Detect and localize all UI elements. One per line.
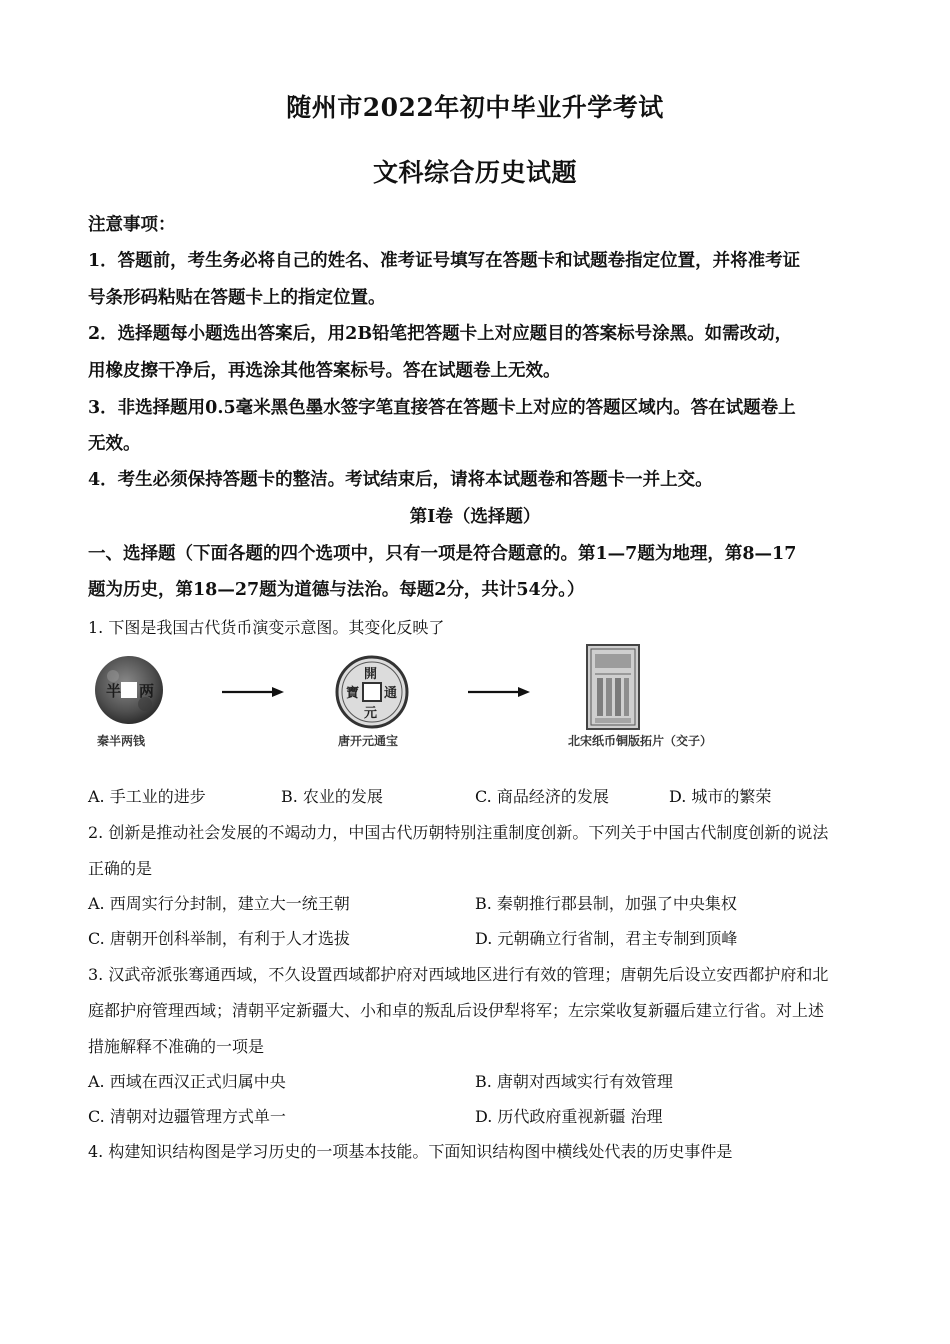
arrow-icon xyxy=(468,684,530,698)
exam-subtitle: 文科综合历史试题 xyxy=(372,158,577,187)
q3-stem-line-2: 庭都护府管理西域；清朝平定新疆大、小和卓的叛乱后设伊犁将军；左宗棠收复新疆后建立行省。对上述 xyxy=(88,1001,825,1020)
q1-option-b[interactable]: B. 农业的发展 xyxy=(281,787,383,806)
qin-banliang-caption: 秦半两钱 xyxy=(97,734,146,748)
q3-option-c[interactable]: C. 清朝对边疆管理方式单一 xyxy=(88,1107,286,1126)
q2-stem-line-2: 正确的是 xyxy=(88,859,153,878)
tang-kaiyuan-coin-image xyxy=(334,654,410,730)
q3-option-d[interactable]: D. 历代政府重视新疆 治理 xyxy=(475,1107,663,1126)
q3-option-b[interactable]: B. 唐朝对西域实行有效管理 xyxy=(475,1072,673,1091)
q1-stem: 1. 下图是我国古代货币演变示意图。其变化反映了 xyxy=(88,618,445,637)
q3-stem-line-1: 3. 汉武帝派张骞通西域，不久设置西域都护府对西域地区进行有效的管理；唐朝先后设立安西都护府和北 xyxy=(88,965,829,984)
notice-item-2-line-1: 2．选择题每小题选出答案后，用2B铅笔把答题卡上对应题目的答案标号涂黑。如需改动， xyxy=(88,324,793,344)
coin1-char-left: 半 xyxy=(106,682,122,700)
q3-stem-line-3: 措施解释不准确的一项是 xyxy=(88,1037,265,1056)
q1-option-a[interactable]: A. 手工业的进步 xyxy=(88,787,206,806)
q4-stem: 4. 构建知识结构图是学习历史的一项基本技能。下面知识结构图中横线处代表的历史事件是 xyxy=(88,1142,733,1161)
notice-item-3-line-1: 3．非选择题用0.5毫米黑色墨水签字笔直接答在答题卡上对应的答题区域内。答在试题卷上 xyxy=(88,398,796,418)
section-intro-line-1: 一、选择题（下面各题的四个选项中，只有一项是符合题意的。第1—7题为地理，第8—17 xyxy=(88,544,797,564)
coin1-char-right: 两 xyxy=(139,682,155,700)
qin-banliang-coin-image xyxy=(93,654,165,726)
q1-option-d[interactable]: D. 城市的繁荣 xyxy=(669,787,772,806)
coin2-char-bottom: 元 xyxy=(364,706,378,721)
q2-option-b[interactable]: B. 秦朝推行郡县制，加强了中央集权 xyxy=(475,894,737,913)
coin2-char-right: 通 xyxy=(384,686,398,701)
notice-item-3-line-2: 无效。 xyxy=(88,434,141,454)
q2-option-c[interactable]: C. 唐朝开创科举制，有利于人才选拔 xyxy=(88,929,350,948)
q2-option-d[interactable]: D. 元朝确立行省制，君主专制到顶峰 xyxy=(475,929,738,948)
notice-heading: 注意事项： xyxy=(88,215,176,235)
volume-heading: 第I卷（选择题） xyxy=(409,507,541,527)
coin2-char-left: 寶 xyxy=(346,686,360,701)
coin2-char-top: 開 xyxy=(364,667,378,682)
arrow-icon xyxy=(222,684,284,698)
jiaozi-note-caption: 北宋纸币铜版拓片（交子） xyxy=(568,734,713,748)
q1-option-c[interactable]: C. 商品经济的发展 xyxy=(475,787,609,806)
exam-title: 随州市2022年初中毕业升学考试 xyxy=(286,93,664,122)
q2-option-a[interactable]: A. 西周实行分封制，建立大一统王朝 xyxy=(88,894,350,913)
tang-kaiyuan-caption: 唐开元通宝 xyxy=(338,734,399,748)
notice-item-1-line-1: 1．答题前，考生务必将自己的姓名、准考证号填写在答题卡和试题卷指定位置，并将准考证 xyxy=(88,251,801,271)
section-intro-line-2: 题为历史，第18—27题为道德与法治。每题2分，共计54分。） xyxy=(88,580,585,600)
jiaozi-note-rubbing-image xyxy=(586,644,640,730)
notice-item-2-line-2: 用橡皮擦干净后，再选涂其他答案标号。答在试题卷上无效。 xyxy=(88,361,561,381)
q3-option-a[interactable]: A. 西域在西汉正式归属中央 xyxy=(88,1072,286,1091)
notice-item-1-line-2: 号条形码粘贴在答题卡上的指定位置。 xyxy=(88,288,386,308)
notice-item-4: 4．考生必须保持答题卡的整洁。考试结束后，请将本试题卷和答题卡一并上交。 xyxy=(88,470,713,490)
q2-stem-line-1: 2. 创新是推动社会发展的不竭动力，中国古代历朝特别注重制度创新。下列关于中国古代制度创新的说法 xyxy=(88,823,829,842)
